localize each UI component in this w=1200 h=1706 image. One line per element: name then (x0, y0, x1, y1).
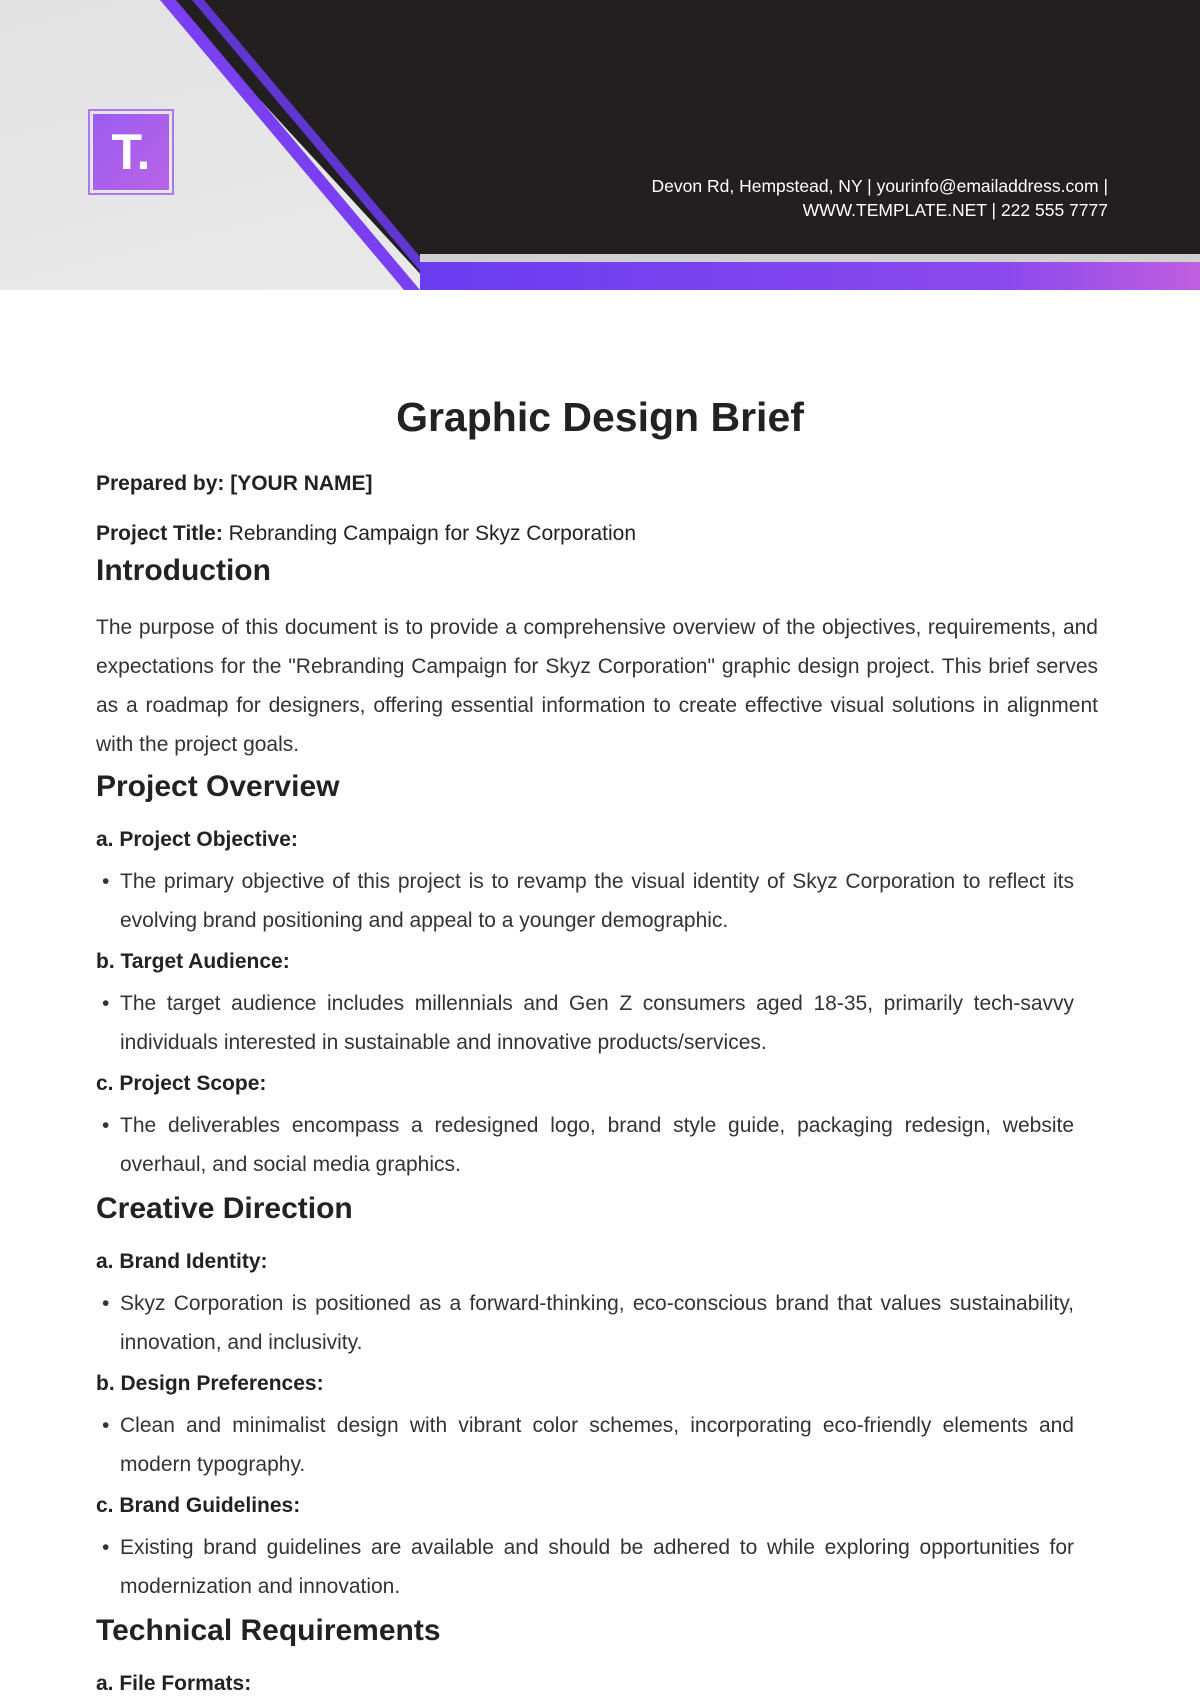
letterhead-header (0, 0, 1200, 290)
header-grey-band (420, 254, 1200, 262)
subhead-file-formats: a. File Formats: (96, 1672, 252, 1695)
prepared-by (96, 470, 1098, 498)
section-heading-creative-direction: Creative Direction (96, 1192, 353, 1225)
logo (88, 109, 174, 195)
contact-line-2: WWW.TEMPLATE.NET | 222 555 7777 (802, 200, 1108, 220)
bullet-brand-identity: • Skyz Corporation is positioned as a forward-thinking, eco-conscious brand that values sustainability, innovation, and inclusivity. (120, 1284, 1074, 1362)
bullet-design-preferences: • Clean and minimalist design with vibrant color schemes, incorporating eco-friendly elements and modern typography. (120, 1406, 1074, 1484)
contact-line-1: Devon Rd, Hempstead, NY | yourinfo@emailaddress.com | (651, 176, 1108, 196)
introduction-text: The purpose of this document is to provide a comprehensive overview of the objectives, requirements, and expectations for the "Rebranding Campaign for Skyz Corporation" graphic design project. This brief serves as a roadmap for designers, offering essential information to create effective visual solutions in alignment with the project goals. (96, 616, 1098, 756)
document-title: Graphic Design Brief (396, 394, 804, 440)
subhead-brand-identity: a. Brand Identity: (96, 1250, 268, 1273)
prepared-by-text: Prepared by: [YOUR NAME] (96, 472, 373, 495)
section-heading-technical-requirements: Technical Requirements (96, 1614, 441, 1647)
bullet-target-audience: • The target audience includes millennials and Gen Z consumers aged 18-35, primarily tech-savvy individuals interested in sustainable and innovative products/services. (120, 984, 1074, 1062)
project-title-value: Rebranding Campaign for Skyz Corporation (228, 522, 637, 545)
contact-info (508, 174, 1108, 222)
project-title-label: Project Title: (96, 522, 223, 545)
header-accent-band (420, 262, 1200, 290)
project-title (96, 520, 1098, 548)
section-heading-introduction: Introduction (96, 554, 271, 587)
bullet-project-objective: • The primary objective of this project is to revamp the visual identity of Skyz Corporation to reflect its evolving brand positioning and appeal to a younger demographic. (120, 862, 1074, 940)
bullet-brand-guidelines: • Existing brand guidelines are available and should be adhered to while exploring opportunities for modernization and innovation. (120, 1528, 1074, 1606)
subhead-project-objective: a. Project Objective: (96, 828, 298, 851)
subhead-project-scope: c. Project Scope: (96, 1072, 267, 1095)
header-graphic (0, 0, 1200, 290)
subhead-target-audience: b. Target Audience: (96, 950, 290, 973)
section-heading-project-overview: Project Overview (96, 770, 340, 803)
document-body (96, 470, 1098, 1706)
subhead-design-preferences: b. Design Preferences: (96, 1372, 324, 1395)
subhead-brand-guidelines: c. Brand Guidelines: (96, 1494, 301, 1517)
bullet-project-scope: • The deliverables encompass a redesigned logo, brand style guide, packaging redesign, website overhaul, and social media graphics. (120, 1106, 1074, 1184)
logo-mark: T. (93, 114, 169, 190)
